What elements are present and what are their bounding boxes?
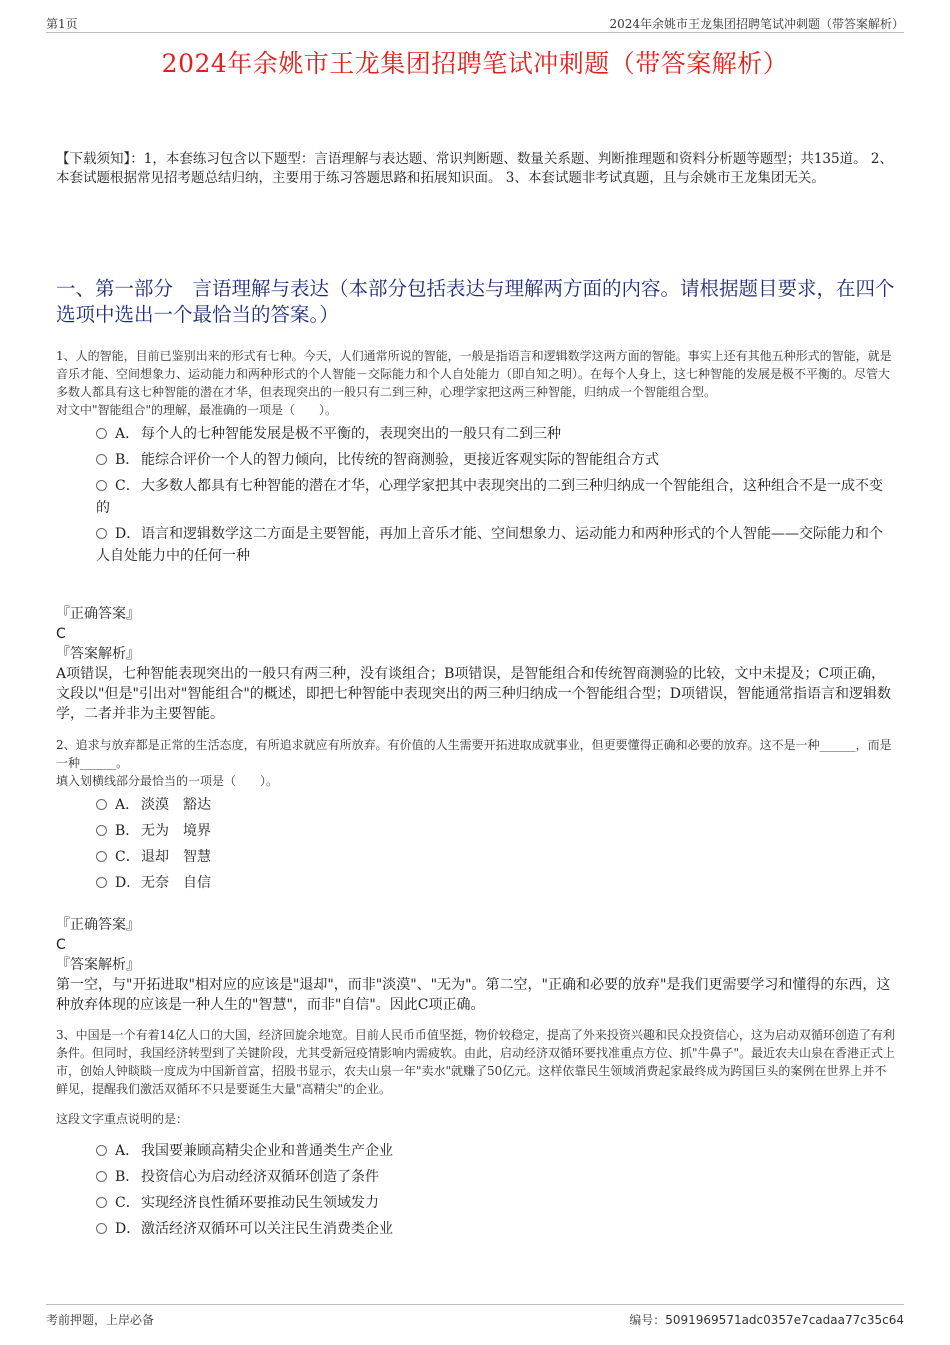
footer-slogan: 考前押题，上岸必备 [46, 1313, 155, 1327]
footer-code-value: 5091969571adc0357e7cadaa77c35c64 [665, 1313, 904, 1327]
radio-icon[interactable] [96, 877, 107, 888]
question-prompt: 对文中"智能组合"的理解，最准确的一项是（ ）。 [56, 403, 338, 417]
page-number: 第1页 [46, 17, 78, 31]
option-list [96, 1140, 896, 1240]
radio-icon[interactable] [96, 1171, 107, 1182]
footer-code [629, 1311, 904, 1328]
question-text: 1、人的智能，目前已鉴别出来的形式有七种。今天，人们通常所说的智能，一般是指语言和逻辑数学这两方面的智能。事实上还有其他五种形式的智能，就是音乐才能、空间想象力、运动能力和两种形式的个人智能－交际能力和个人自处能力（即自知之明）。在每个人身上，这七种智能的发展是极不平衡的。尽管大多数人都具有这七种智能的潜在才华，但表现突出的一般只有二到三种，心理学家把这两三种智能，归纳成一个智能组合型。 [56, 349, 892, 399]
analysis-label: 『答案解析』 [56, 957, 140, 973]
option-list [96, 423, 896, 567]
option-c[interactable]: C．实现经济良性循环要推动民生领域发力 [96, 1192, 896, 1214]
radio-icon[interactable] [96, 1145, 107, 1156]
header-doc-title: 2024年余姚市王龙集团招聘笔试冲刺题（带答案解析） [609, 17, 904, 31]
question-1 [56, 347, 896, 571]
question-prompt: 这段文字重点说明的是： [56, 1112, 189, 1126]
option-d[interactable]: D．语言和逻辑数学这二方面是主要智能，再加上音乐才能、空间想象力、运动能力和两种形式的个人智能——交际能力和个人自处能力中的任何一种 [96, 526, 883, 564]
option-d[interactable]: D．激活经济双循环可以关注民生消费类企业 [96, 1218, 896, 1240]
question-2 [56, 736, 896, 898]
option-d[interactable]: D．无奈 自信 [96, 872, 896, 894]
option-a[interactable]: A． 每个人的七种智能发展是极不平衡的，表现突出的一般只有二到三种 [96, 423, 896, 445]
footer-code-label: 编号： [629, 1313, 666, 1327]
radio-icon[interactable] [96, 825, 107, 836]
question-text: 3、中国是一个有着14亿人口的大国，经济回旋余地宽。目前人民币币值坚挺，物价较稳定，提高了外来投资兴趣和民众投资信心，这为启动双循环创造了有利条件。但同时，我国经济转型到了关键阶段，尤其受新冠疫情影响内需疲软。由此，启动经济双循环要找准重点方位、抓"牛鼻子"。最近农夫山泉在香港正式上市，创始人钟睒睒一度成为中国新首富，招股书显示，农夫山泉一年"卖水"就赚了50亿元。这样依靠民生领域消费起家最终成为跨国巨头的案例在世界上并不鲜见，提醒我们激活双循环不只是要诞生大量"高精尖"的企业。 [56, 1028, 896, 1096]
page-header [46, 14, 904, 33]
question-3 [56, 1026, 896, 1244]
option-b[interactable]: B． 无为 境界 [96, 820, 896, 842]
option-list [96, 794, 896, 894]
analysis-text: A项错误，七种智能表现突出的一般只有两三种，没有谈组合；B项错误，是智能组合和传统智商测验的比较，文中未提及；C项正确，文段以"但是"引出对"智能组合"的概述，即把七种智能中表现突出的两三种归纳成一个智能组合型；D项错误，智能通常指语言和逻辑数学，二者并非为主要智能。 [56, 666, 891, 722]
radio-icon[interactable] [96, 799, 107, 810]
download-notice: 【下载须知】：1，本套练习包含以下题型：言语理解与表达题、常识判断题、数量关系题、判断推理题和资料分析题等题型；共135道。 2、本套试题根据常见招考题总结归纳，主要用于练习答题思路和拓展知识面。 3、本套试题非考试真题，且与余姚市王龙集团无关。 [56, 151, 893, 186]
analysis-text: 第一空，与"开拓进取"相对应的应该是"退却"，而非"淡漠"、"无为"。第二空，"正确和必要的放弃"是我们更需要学习和懂得的东西，这种放弃体现的应该是一种人生的"智慧"，而非"自信"。因此C项正确。 [56, 977, 891, 1013]
radio-icon[interactable] [96, 480, 107, 491]
option-c[interactable]: C．退却 智慧 [96, 846, 896, 868]
question-prompt: 填入划横线部分最恰当的一项是（ ）。 [56, 774, 279, 788]
radio-icon[interactable] [96, 851, 107, 862]
answer-1 [56, 604, 896, 724]
radio-icon[interactable] [96, 528, 107, 539]
option-a[interactable]: A． 我国要兼顾高精尖企业和普通类生产企业 [96, 1140, 896, 1162]
radio-icon[interactable] [96, 1197, 107, 1208]
option-b[interactable]: B． 能综合评价一个人的智力倾向，比传统的智商测验，更接近客观实际的智能组合方式 [96, 449, 896, 471]
radio-icon[interactable] [96, 1223, 107, 1234]
answer-label: 『正确答案』 [56, 917, 140, 933]
page-footer [46, 1304, 904, 1325]
correct-answer: C [56, 626, 66, 642]
question-text: 2、追求与放弃都是正常的生活态度，有所追求就应有所放弃。有价值的人生需要开拓进取成就事业，但更要懂得正确和必要的放弃。这不是一种______，而是一种______。 [56, 738, 892, 770]
analysis-label: 『答案解析』 [56, 646, 140, 662]
option-c[interactable]: C．大多数人都具有七种智能的潜在才华，心理学家把其中表现突出的二到三种归纳成一个智能组合，这种组合不是一成不变的 [96, 478, 883, 516]
radio-icon[interactable] [96, 454, 107, 465]
correct-answer: C [56, 937, 66, 953]
radio-icon[interactable] [96, 428, 107, 439]
answer-label: 『正确答案』 [56, 606, 140, 622]
option-a[interactable]: A． 淡漠 豁达 [96, 794, 896, 816]
section-title: 一、第一部分 言语理解与表达（本部分包括表达与理解两方面的内容。请根据题目要求，在四个选项中选出一个最恰当的答案。） [56, 277, 895, 326]
document-title: 2024年余姚市王龙集团招聘笔试冲刺题（带答案解析） [161, 49, 789, 78]
answer-2 [56, 915, 896, 1015]
option-b[interactable]: B． 投资信心为启动经济双循环创造了条件 [96, 1166, 896, 1188]
